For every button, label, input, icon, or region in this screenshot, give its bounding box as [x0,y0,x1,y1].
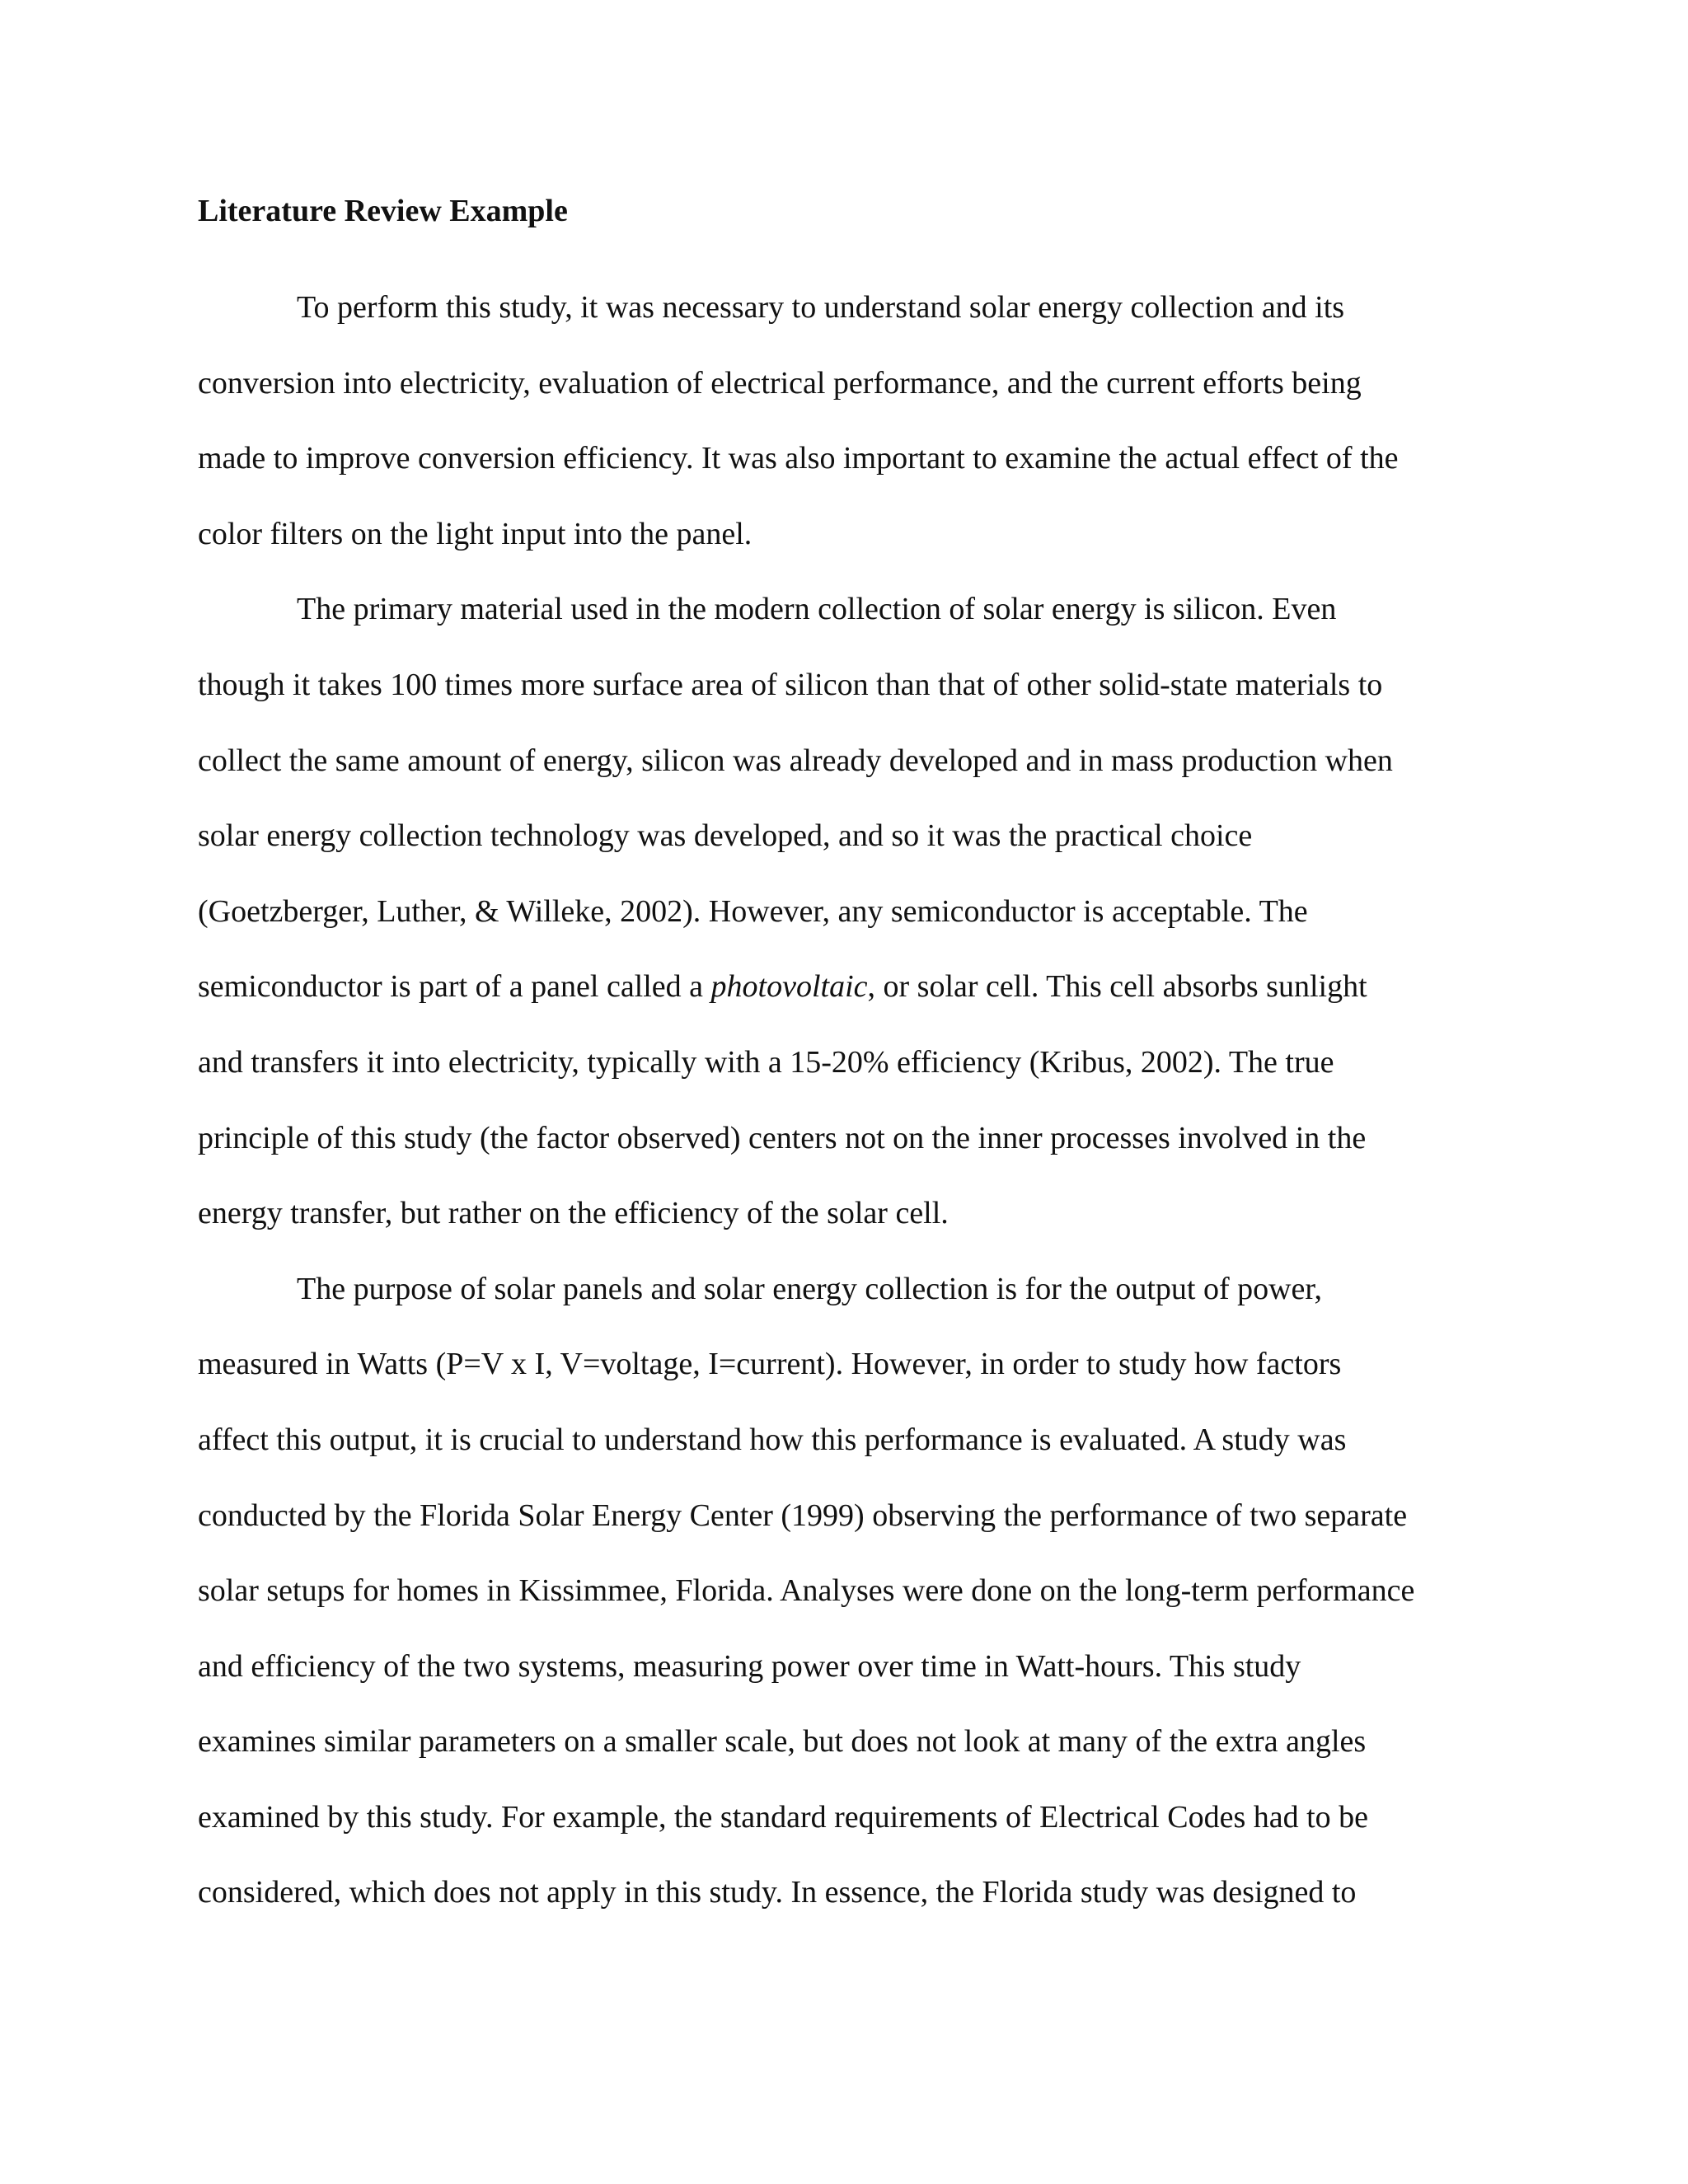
text-line: The primary material used in the modern collection of solar energy is silicon. Even [297,592,1337,627]
text-line: conversion into electricity, evaluation of electrical performance, and the current efforts being [198,365,1362,401]
text-line: examined by this study. For example, the standard requirements of Electrical Codes had to be [198,1799,1369,1835]
paragraph-3 [198,1252,1490,1931]
text-line: color filters on the light input into the panel. [198,516,753,551]
text-line: and transfers it into electricity, typically with a 15-20% efficiency (Kribus, 2002). The true [198,1044,1334,1080]
text-line: solar energy collection technology was developed, and so it was the practical choice [198,818,1253,854]
text-line-with-italic [198,949,1490,1025]
text-line: considered, which does not apply in this study. In essence, the Florida study was designed to [198,1875,1357,1910]
text-line: made to improve conversion efficiency. It was also important to examine the actual effect of the [198,441,1399,476]
italic-term: photovoltaic [710,969,868,1005]
text-line: though it takes 100 times more surface area of silicon than that of other solid-state materials to [198,667,1383,702]
text-line: measured in Watts (P=V x I, V=voltage, I=current). However, in order to study how factors [198,1347,1342,1382]
document-page [198,194,1490,1931]
text-line: energy transfer, but rather on the efficiency of the solar cell. [198,1196,949,1231]
paragraph-2 [198,572,1490,1251]
paragraph-1 [198,270,1490,572]
text-segment: semiconductor is part of a panel called a [198,969,711,1005]
text-line: To perform this study, it was necessary to understand solar energy collection and its [297,290,1345,325]
text-line: principle of this study (the factor observed) centers not on the inner processes involved in the [198,1120,1367,1155]
text-line: solar setups for homes in Kissimmee, Florida. Analyses were done on the long-term performance [198,1573,1415,1609]
text-segment: , or solar cell. This cell absorbs sunlight [867,969,1367,1005]
text-line: and efficiency of the two systems, measuring power over time in Watt-hours. This study [198,1648,1301,1684]
text-line: (Goetzberger, Luther, & Willeke, 2002). However, any semiconductor is acceptable. The [198,893,1308,929]
text-line: affect this output, it is crucial to understand how this performance is evaluated. A study was [198,1422,1347,1457]
document-title: Literature Review Example [198,194,568,228]
text-line: conducted by the Florida Solar Energy Center (1999) observing the performance of two separate [198,1497,1408,1533]
text-line: The purpose of solar panels and solar energy collection is for the output of power, [297,1271,1323,1306]
text-line: examines similar parameters on a smaller scale, but does not look at many of the extra angles [198,1724,1367,1760]
text-line: collect the same amount of energy, silicon was already developed and in mass production when [198,743,1393,778]
